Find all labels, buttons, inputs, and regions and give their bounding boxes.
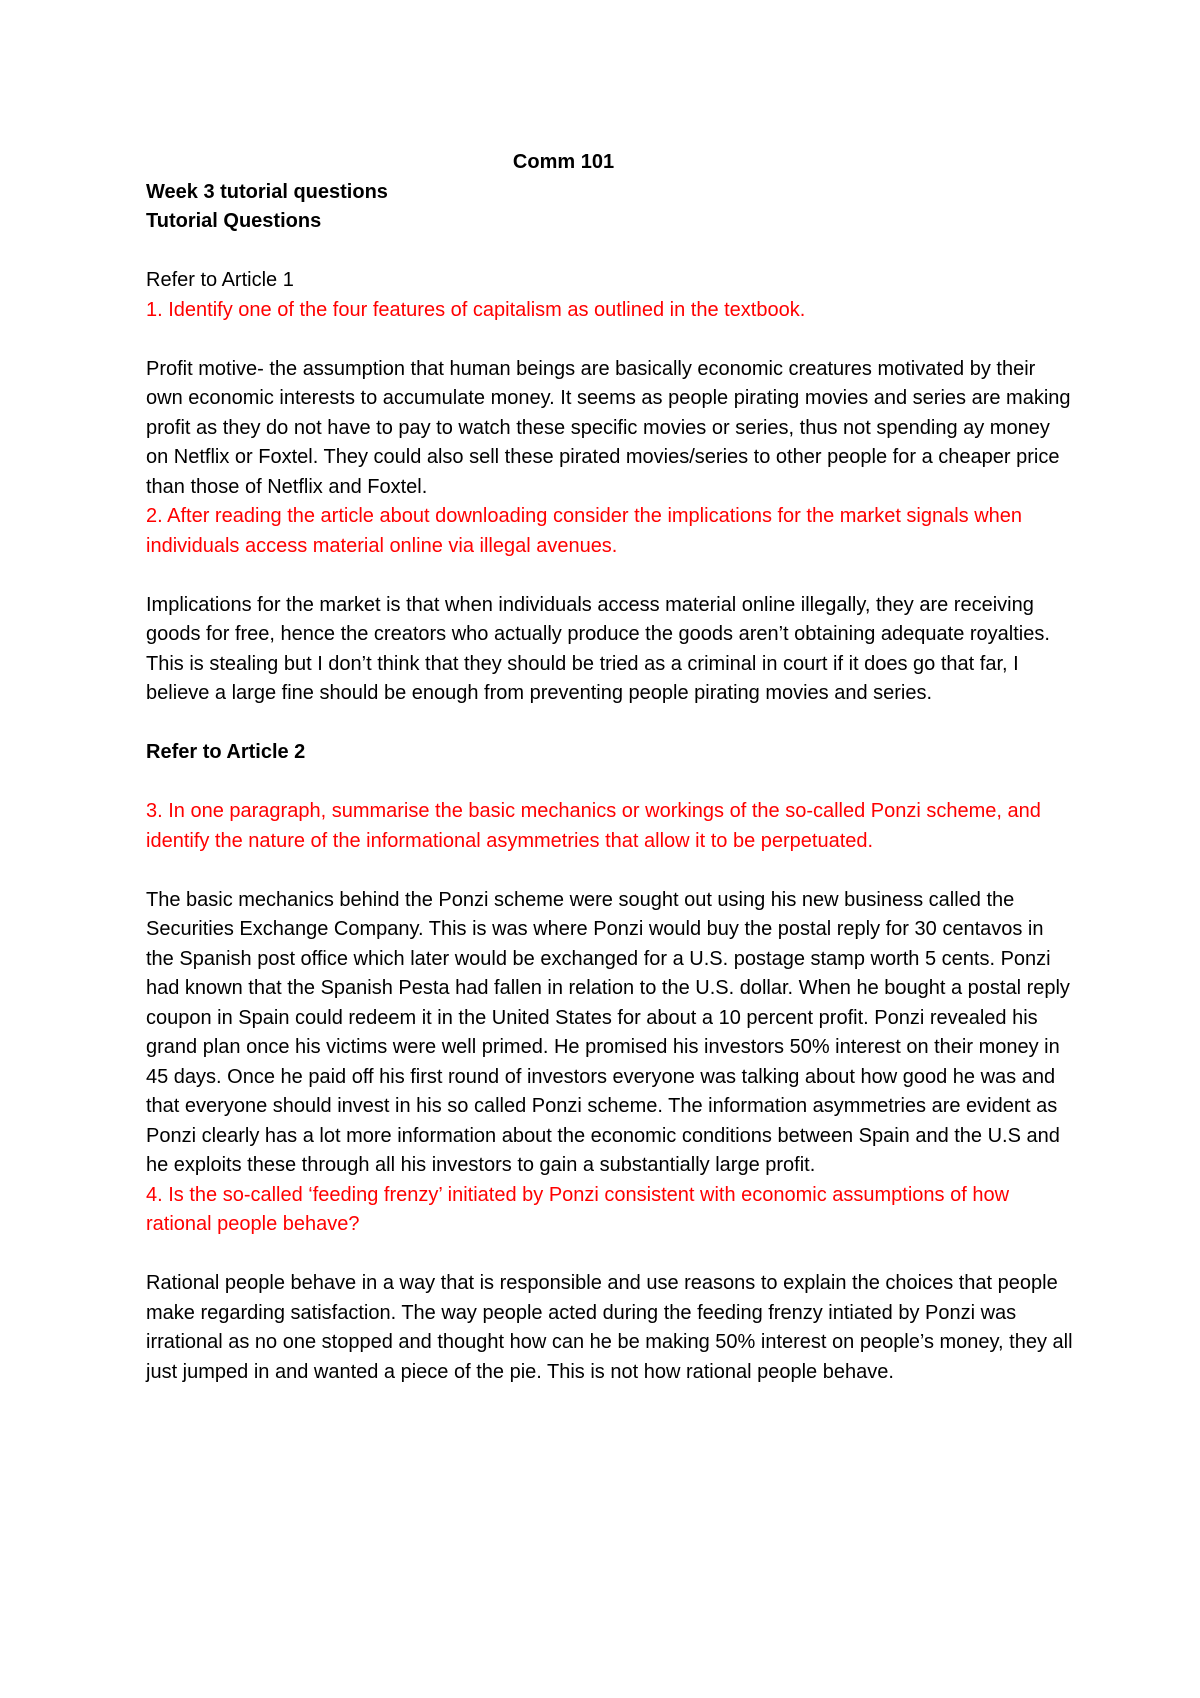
spacer — [146, 856, 1076, 886]
section-heading: Tutorial Questions — [146, 210, 322, 232]
question-4: 4. Is the so-called ‘feeding frenzy’ initiated by Ponzi consistent with economic assumptions of how rational people behave? — [146, 1183, 1010, 1235]
question-1: 1. Identify one of the four features of capitalism as outlined in the textbook. — [146, 298, 806, 321]
answer-2: Implications for the market is that when individuals access material online illegally, they are receiving goods for free, hence the creators who actually produce the goods aren’t obtaining adequate royalties. This is stealing but I don’t think that they should be tried as a criminal in court if it does go that far, I believe a large fine should be enough from preventing people pirating movies and series. — [146, 593, 1050, 704]
refer-article-2: Refer to Article 2 — [146, 741, 306, 763]
answer-4: Rational people behave in a way that is responsible and use reasons to explain the choices that people make regarding satisfaction. The way people acted during the feeding frenzy intiated by Ponzi was irrational as no one stopped and thought how can he be making 50% interest on people’s money, they all just jumped in and wanted a piece of the pie. This is not how rational people behave. — [146, 1272, 1073, 1383]
document-body — [146, 148, 1076, 1387]
spacer — [146, 1240, 1076, 1270]
document-title: Comm 101 — [512, 151, 615, 173]
spacer — [146, 768, 1076, 798]
spacer — [146, 709, 1076, 739]
spacer — [146, 561, 1076, 591]
document-subtitle: Week 3 tutorial questions — [146, 180, 388, 203]
answer-3: The basic mechanics behind the Ponzi scheme were sought out using his new business called the Securities Exchange Company. This is was where Ponzi would buy the postal reply for 30 centavos in the Spanish post office which later would be exchanged for a U.S. postage stamp worth 5 cents. Ponzi had known that the Spanish Pesta had fallen in relation to the U.S. dollar. When he bought a postal reply coupon in Spain could redeem it in the United States for about a 10 percent profit. Ponzi revealed his grand plan once his victims were well primed. He promised his investors 50% interest on their money in 45 days. Once he paid off his first round of investors everyone was talking about how good he was and that everyone should invest in his so called Ponzi scheme. The information asymmetries are evident as Ponzi clearly has a lot more information about the economic conditions between Spain and the U.S and he exploits these through all his investors to gain a substantially large profit. — [146, 888, 1070, 1176]
refer-article-1: Refer to Article 1 — [146, 269, 294, 291]
question-3: 3. In one paragraph, summarise the basic mechanics or workings of the so-called Ponzi scheme, and identify the nature of the informational asymmetries that allow it to be perpetuated. — [146, 800, 1041, 852]
spacer — [146, 237, 1076, 267]
spacer — [146, 325, 1076, 355]
question-2: 2. After reading the article about downloading consider the implications for the market signals when individuals access material online via illegal avenues. — [146, 505, 1023, 557]
answer-1: Profit motive- the assumption that human beings are basically economic creatures motivated by their own economic interests to accumulate money. It seems as people pirating movies and series are making profit as they do not have to pay to watch these specific movies or series, thus not spending ay money on Netflix or Foxtel. They could also sell these pirated movies/series to other people for a cheaper price than those of Netflix and Foxtel. — [146, 357, 1071, 498]
